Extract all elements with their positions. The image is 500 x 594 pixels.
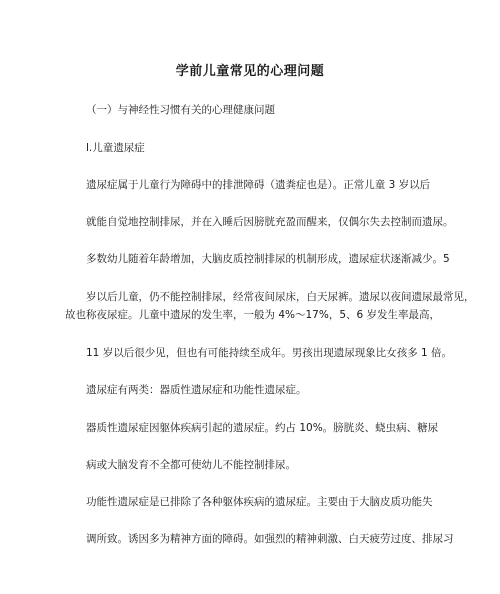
paragraph-line: 遗尿症有两类：器质性遗尿症和功能性遗尿症。 [86,384,307,396]
paragraph-line: 就能自觉地控制排尿，并在入睡后因膀胱充盈而醒来，仅偶尔失去控制而遗尿。 [86,216,454,228]
paragraph-line: 器质性遗尿症因躯体疾病引起的遗尿症。约占 10%。膀胱炎、蛲虫病、糖尿 [86,422,439,434]
paragraph-line: 11 岁以后很少见，但也有可能持续至成年。男孩出现遗尿现象比女孩多 1 倍。 [86,347,453,359]
paragraph-line: 故也称夜尿症。儿童中遗尿的发生率，一般为 4%～17%，5、6 岁发生率最高， [65,309,441,321]
paragraph-line: 功能性遗尿症是已排除了各种躯体疾病的遗尿症。主要由于大脑皮质功能失 [86,496,433,508]
paragraph-line: 多数幼儿随着年龄增加，大脑皮质控制排尿的机制形成，遗尿症状逐渐减少。5 [86,253,450,265]
paragraph-line: 病或大脑发育不全都可使幼儿不能控制排尿。 [86,459,296,471]
document-title: 学前儿童常见的心理问题 [175,64,325,79]
paragraph-line: 遗尿症属于儿童行为障碍中的排泄障碍（遗粪症也是）。正常儿童 3 岁以后 [86,179,431,191]
section-heading: （一）与神经性习惯有关的心理健康问题 [86,104,275,116]
paragraph-line: 岁以后儿童，仍不能控制排尿，经常夜间尿床，白天尿裤。遗尿以夜间遗尿最常见， [86,291,475,303]
paragraph-line: 调所致。诱因多为精神方面的障碍。如强烈的精神刺激、白天疲劳过度、排尿习 [86,533,454,545]
subsection-heading: l.儿童遗尿症 [86,142,145,154]
